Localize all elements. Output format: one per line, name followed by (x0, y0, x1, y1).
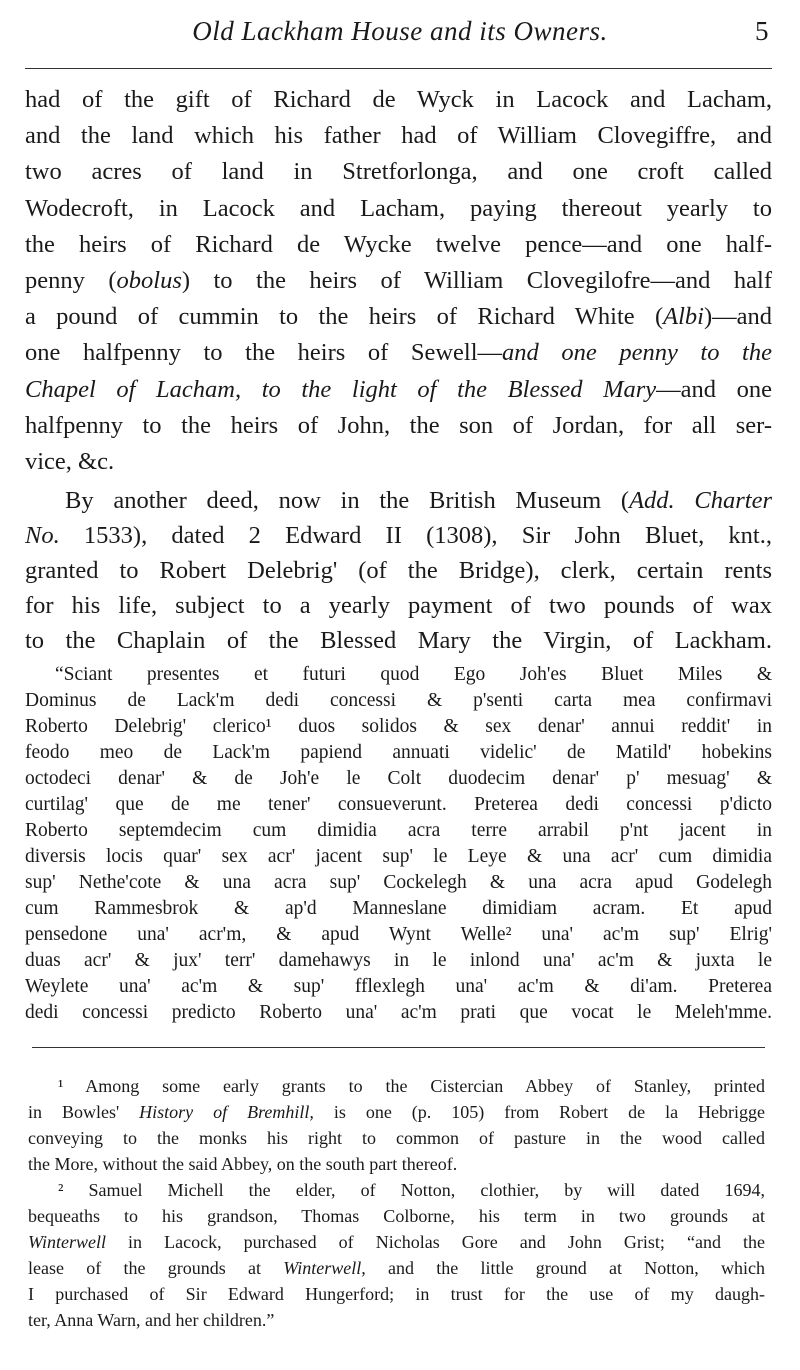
text-segment: By another deed, now in the British Museum ( (65, 487, 630, 514)
page-number: 5 (755, 16, 769, 46)
running-header-title: Old Lackham House and its Owners. (192, 16, 608, 46)
text-line (25, 792, 772, 818)
paragraph-1 (25, 82, 772, 480)
text-line (25, 118, 772, 154)
text-segment: halfpenny to the heirs of John, the son of Jordan, for all ser- (25, 411, 772, 439)
text-line (25, 662, 772, 688)
text-segment: penny ( (25, 267, 117, 295)
text-segment: the heirs of Richard de Wycke twelve pence—and one half- (25, 230, 772, 258)
text-segment: Roberto septemdecim cum dimidia acra terre arrabil p'nt jacent in (25, 820, 772, 841)
text-line (25, 335, 772, 371)
paragraph-2 (25, 483, 772, 658)
italic-text: History of Bremhill, (139, 1102, 314, 1122)
text-segment: ² Samuel Michell the elder, of Notton, clothier, by will dated 1694, (58, 1180, 765, 1200)
italic-text: and one penny to the (502, 339, 772, 367)
text-line (28, 1307, 765, 1333)
italic-text: Winterwell, (283, 1258, 366, 1278)
text-segment: lease of the grounds at (28, 1258, 284, 1278)
header-rule (25, 68, 772, 69)
text-line (28, 1099, 765, 1125)
text-line (25, 688, 772, 714)
text-segment: Weylete una' ac'm & sup' fflexlegh una' ac'm & di'am. Preterea (25, 976, 772, 997)
text-line (25, 518, 772, 553)
text-segment: the More, without the said Abbey, on the south part thereof. (28, 1154, 458, 1174)
text-segment: a pound of cummin to the heirs of Richard White ( (25, 303, 664, 331)
text-segment: is one (p. 105) from Robert de la Hebrigge (313, 1102, 765, 1122)
text-segment: two acres of land in Stretforlonga, and one croft called (25, 158, 772, 186)
footnote-rule (32, 1047, 765, 1048)
text-segment: Dominus de Lack'm dedi concessi & p'senti carta mea confirmavi (25, 690, 772, 711)
text-segment: dedi concessi predicto Roberto una' ac'm prati que vocat le Meleh'mme. (25, 1002, 772, 1023)
text-line (25, 974, 772, 1000)
text-line (25, 1000, 772, 1026)
text-line (28, 1151, 765, 1177)
text-segment: ) to the heirs of William Clovegilofre—and half (181, 267, 772, 295)
text-line (28, 1177, 765, 1203)
text-segment: —and one (656, 375, 773, 403)
text-segment: and the little ground at Notton, which (365, 1258, 766, 1278)
text-line (25, 948, 772, 974)
text-line (25, 922, 772, 948)
text-segment: I purchased of Sir Edward Hungerford; in trust for the use of my daugh- (28, 1284, 765, 1304)
text-line (25, 263, 772, 299)
text-segment: ter, Anna Warn, and her children.” (28, 1310, 275, 1330)
text-segment: )—and (703, 303, 772, 331)
text-segment: Wodecroft, in Lacock and Lacham, paying thereout yearly to (25, 194, 772, 222)
text-segment: one halfpenny to the heirs of Sewell— (25, 339, 503, 367)
text-segment: had of the gift of Richard de Wyck in Lacock and Lacham, (25, 86, 772, 113)
text-line (25, 82, 772, 118)
text-segment: bequeaths to his grandson, Thomas Colborne, his term in two grounds at (28, 1206, 765, 1226)
text-segment: “Sciant presentes et futuri quod Ego Joh'es Bluet Miles & (55, 664, 772, 685)
text-segment: cum Rammesbrok & ap'd Manneslane dimidiam acram. Et apud (25, 898, 772, 919)
text-line (25, 844, 772, 870)
text-line (25, 154, 772, 190)
text-line (25, 870, 772, 896)
text-segment: in Bowles' (28, 1102, 140, 1122)
text-segment: in Lacock, purchased of Nicholas Gore and John Grist; “and the (106, 1232, 765, 1252)
text-line (25, 444, 772, 480)
text-line (28, 1125, 765, 1151)
text-segment: 1533), dated 2 Edward II (1308), Sir John Bluet, knt., (59, 522, 772, 549)
text-line (25, 766, 772, 792)
text-segment: ¹ Among some early grants to the Cistercian Abbey of Stanley, printed (58, 1076, 765, 1096)
text-segment: pensedone una' acr'm, & apud Wynt Welle² una' ac'm sup' Elrig' (25, 924, 772, 945)
text-segment: conveying to the monks his right to common of pasture in the wood called (28, 1128, 765, 1148)
text-segment: curtilag' que de me tener' consueverunt. Preterea dedi concessi p'dicto (25, 794, 772, 815)
text-line (25, 191, 772, 227)
text-line (25, 408, 772, 444)
text-segment: octodeci denar' & de Joh'e le Colt duodecim denar' p' mesuag' & (25, 768, 772, 789)
latin-charter-quote (25, 662, 772, 1026)
text-segment: vice, &c. (25, 448, 115, 476)
text-segment: sup' Nethe'cote & una acra sup' Cockelegh & una acra apud Godelegh (25, 872, 772, 893)
text-segment: and the land which his father had of William Clovegiffre, and (25, 122, 772, 150)
text-line (28, 1281, 765, 1307)
text-line (25, 896, 772, 922)
text-segment: granted to Robert Delebrig' (of the Bridge), clerk, certain rents (25, 557, 772, 584)
italic-text: No. (25, 522, 60, 549)
text-segment: feodo meo de Lack'm papiend annuati videlic' de Matild' hobekins (25, 742, 772, 763)
text-line (28, 1229, 765, 1255)
italic-text: Albi (663, 303, 704, 331)
text-line (28, 1255, 765, 1281)
text-line (25, 299, 772, 335)
text-line (28, 1203, 765, 1229)
text-line (25, 588, 772, 623)
italic-text: Winterwell (28, 1232, 106, 1252)
italic-text: obolus (116, 267, 182, 295)
text-line (25, 714, 772, 740)
text-line (25, 623, 772, 658)
text-segment: duas acr' & jux' terr' damehawys in le inlond una' ac'm & juxta le (25, 950, 772, 971)
footnotes (28, 1073, 765, 1333)
text-line (25, 740, 772, 766)
italic-text: Chapel of Lacham, to the light of the Blessed Mary (25, 375, 657, 403)
italic-text: Add. Charter (629, 487, 772, 514)
text-line (25, 553, 772, 588)
text-line (25, 483, 772, 518)
text-segment: to the Chaplain of the Blessed Mary the Virgin, of Lackham. (25, 627, 772, 654)
text-segment: for his life, subject to a yearly payment of two pounds of wax (25, 592, 772, 619)
text-line (25, 227, 772, 263)
text-segment: diversis locis quar' sex acr' jacent sup' le Leye & una acr' cum dimidia (25, 846, 772, 867)
text-segment: Roberto Delebrig' clerico¹ duos solidos & sex denar' annui reddit' in (25, 716, 772, 737)
text-line (28, 1073, 765, 1099)
text-line (25, 818, 772, 844)
text-line (25, 372, 772, 408)
